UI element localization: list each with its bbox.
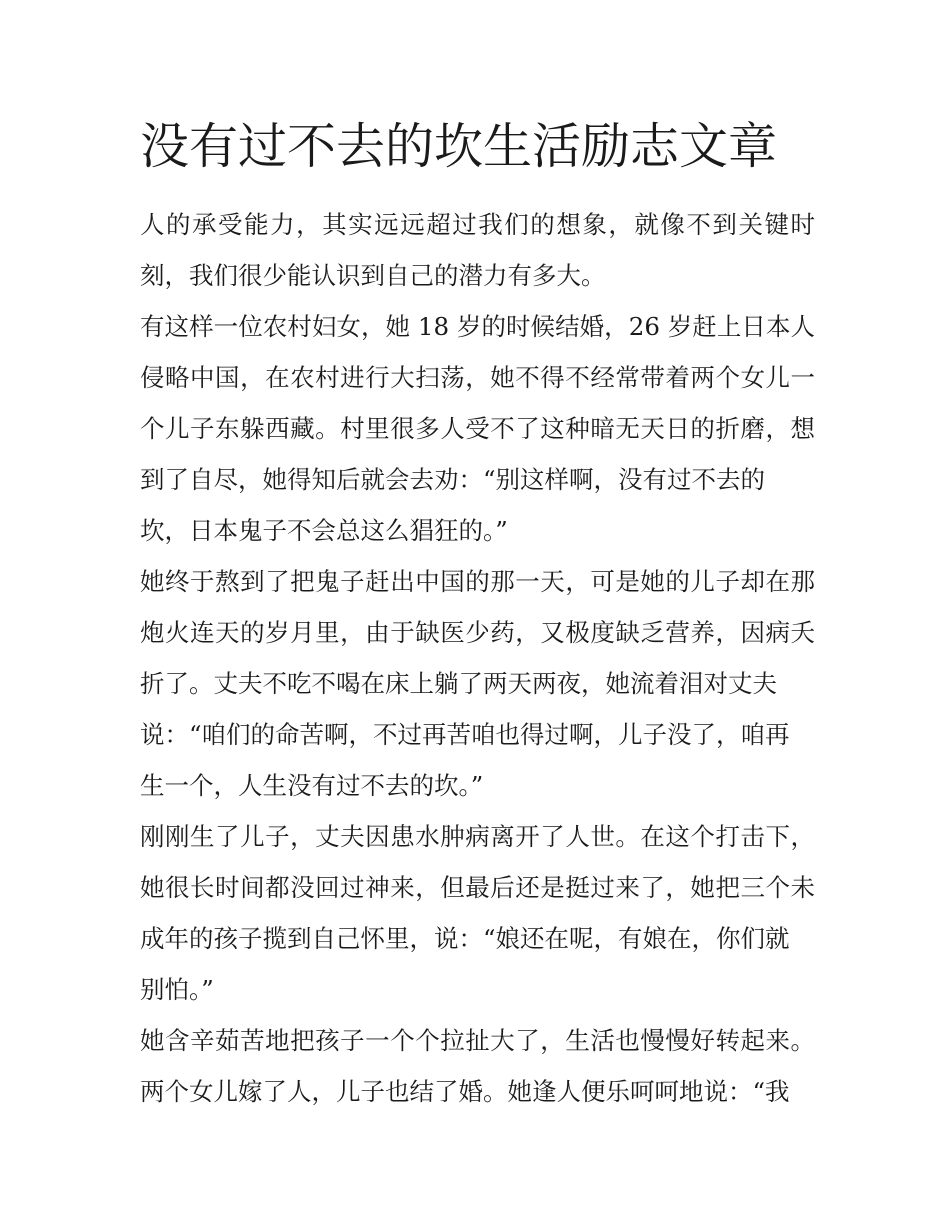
paragraph: [140, 1015, 815, 1117]
text-line: 说：“咱们的命苦啊，不过再苦咱也得过啊，儿子没了，咱再: [140, 720, 790, 749]
text-line: 成年的孩子揽到自己怀里，说：“娘还在呢，有娘在，你们就: [140, 924, 790, 953]
paragraph: [140, 556, 815, 811]
paragraph: [140, 199, 815, 301]
text-line: 两个女儿嫁了人，儿子也结了婚。她逢人便乐呵呵地说：“我: [140, 1077, 790, 1106]
paragraph: [140, 811, 815, 1015]
document-title: 没有过不去的坎生活励志文章: [140, 118, 778, 175]
text-line: 坎，日本鬼子不会总这么猖狂的。”: [140, 516, 508, 545]
document-body: [140, 199, 815, 1117]
text-line: 她很长时间都没回过神来，但最后还是挺过来了，她把三个未: [140, 873, 815, 902]
text-line: 炮火连天的岁月里，由于缺医少药，又极度缺乏营养，因病夭: [140, 618, 815, 647]
text-line: 刚刚生了儿子，丈夫因患水肿病离开了人世。在这个打击下，: [140, 822, 815, 851]
text-line: 个儿子东躲西藏。村里很多人受不了这种暗无天日的折磨，想: [140, 414, 815, 443]
text-line: 别怕。”: [140, 975, 214, 1004]
paragraph: [140, 301, 815, 556]
text-line: 到了自尽，她得知后就会去劝：“别这样啊，没有过不去的: [140, 465, 766, 494]
text-line: 折了。丈夫不吃不喝在床上躺了两天两夜，她流着泪对丈夫: [140, 669, 777, 698]
text-line: 侵略中国，在农村进行大扫荡，她不得不经常带着两个女儿一: [140, 363, 815, 392]
text-line: 生一个，人生没有过不去的坎。”: [140, 771, 484, 800]
text-line: 她含辛茹苦地把孩子一个个拉扯大了，生活也慢慢好转起来。: [140, 1026, 815, 1055]
text-line: 刻，我们很少能认识到自己的潜力有多大。: [140, 261, 606, 290]
text-line: 她终于熬到了把鬼子赶出中国的那一天，可是她的儿子却在那: [140, 567, 815, 596]
text-line: 有这样一位农村妇女，她 18 岁的时候结婚，26 岁赶上日本人: [140, 312, 815, 341]
text-line: 人的承受能力，其实远远超过我们的想象，就像不到关键时: [140, 210, 815, 239]
